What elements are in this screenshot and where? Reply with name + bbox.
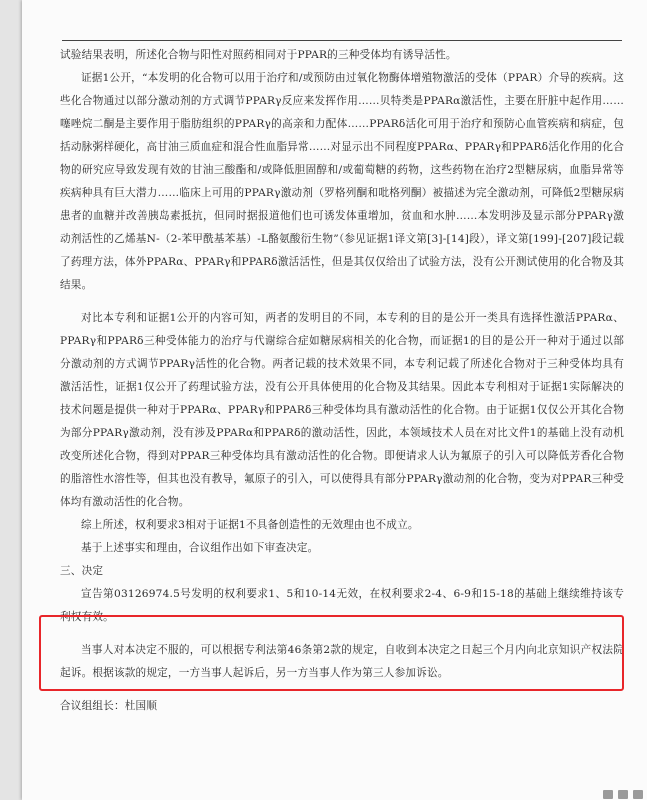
paragraph-summary: 综上所述，权利要求3相对于证据1不具备创造性的无效理由也不成立。	[81, 519, 419, 531]
toolbar-icon[interactable]	[633, 790, 643, 799]
paragraph-evidence-1: 证据1公开，“本发明的化合物可以用于治疗和/或预防由过氧化物酶体增殖物激活的受体（PPAR）介导的疾病。这些化合物通过以部分激动剂的方式调节PPARγ反应来发挥作用……贝特类是PPARα激活性，主要在肝脏中起作用……噻唑烷二酮是主要作用于脂肪组织的PPARγ的高亲和力配体……PPARδ活化可用于治疗和预防心血管疾病和病症，包括动脉粥样硬化，高甘油三质血症和混合性血脂异常……对显示出不同程度PPARα、PPARγ和PPARδ活化作用的化合物的研究应导致发现有效的甘油三酸酯和/或降低胆固醇和/或葡萄糖的药物，这些药物在治疗2型糖尿病，血脂异常等疾病种具有巨大潜力……临床上可用的PPARγ激动剂（罗格列酮和吡格列酮）被描述为完全激动剂，可降低2型糖尿病患者的血糖并改善胰岛素抵抗，但同时据报道他们也可诱发体重增加，贫血和水肿……本发明涉及显示部分PPARγ激动剂活性的乙烯基N-（2-苯甲酰基苯基）-L酪氨酸衍生物”（参见证据1译文第[3]-[14]段），译文第[199]-[207]段记载了药理方法，体外PPARα、PPARγ和PPARδ激活活性，但是其仅仅给出了试验方法，没有公开测试使用的化合物及其结果。	[60, 72, 624, 291]
toolbar-icon[interactable]	[603, 790, 613, 799]
paragraph-comparison: 对比本专利和证据1公开的内容可知，两者的发明目的不同，本专利的目的是公开一类具有选择性激活PPARα、PPARγ和PPARδ三种受体能力的治疗与代谢综合症如糖尿病相关的化合物，而证据1的目的是公开一种对于通过以部分激动剂的方式调节PPARγ活性的化合物。两者记载的技术效果不同，本专利记载了所述化合物对于三种受体均具有激活活性，证据1仅公开了药理试验方法，没有公开具体使用的化合物及其结果。因此本专利相对于证据1实际解决的技术问题是提供一种对于PPARα、PPARγ和PPARδ三种受体均具有激动活性的化合物。由于证据1仅仅公开其化合物为部分PPARγ激动剂，没有涉及PPARα和PPARδ的激动活性，因此，本领域技术人员在对比文件1的基础上没有动机改变所述化合物，得到对PPAR三种受体均具有激动活性的化合物。即便请求人认为氟原子的引入可以降低芳香化合物的脂溶性水溶性等，但其也没有教导，氟原子的引入，可以使得具有部分PPARγ激动剂的化合物，变为对PPAR三种受体均有激动活性的化合物。	[60, 312, 624, 508]
toolbar-icon[interactable]	[618, 790, 628, 799]
opening-line: 试验结果表明，所述化合物与阳性对照药相同对于PPAR的三种受体均有诱导活性。	[60, 49, 457, 61]
document-page	[22, 0, 647, 800]
signature-line: 合议组组长：杜国顺	[60, 700, 158, 712]
decision-highlight-box	[39, 615, 624, 691]
section-heading-decision: 三、决定	[60, 565, 104, 577]
footer-toolbar	[603, 788, 643, 800]
decision-text: 宣告第03126974.5号发明的权利要求1、5和10-14无效，在权利要求2-4、6-9和15-18的基础上继续维持该专利权有效。	[60, 588, 624, 623]
header-rule	[62, 40, 622, 41]
paragraph-appeal: 当事人对本决定不服的，可以根据专利法第46条第2款的规定，自收到本决定之日起三个月内向北京知识产权法院起诉。根据该款的规定，一方当事人起诉后，另一方当事人作为第三人参加诉讼。	[60, 644, 624, 679]
paragraph-basis: 基于上述事实和理由，合议组作出如下审查决定。	[81, 542, 319, 554]
